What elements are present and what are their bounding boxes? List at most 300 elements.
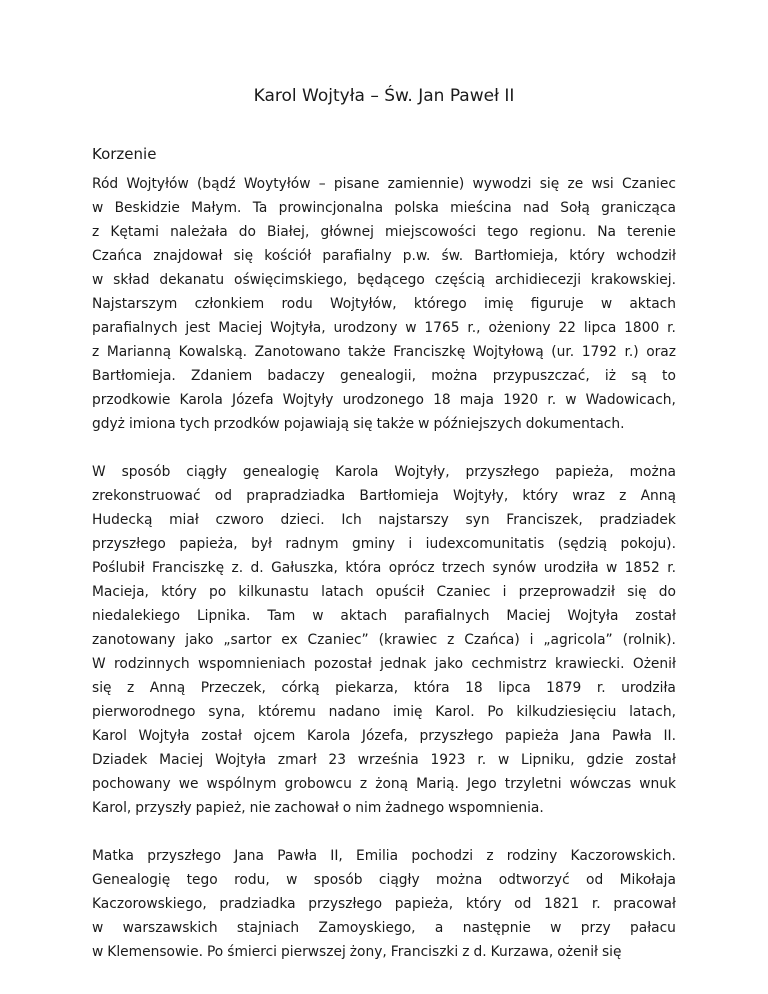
word: 1923 <box>430 752 466 768</box>
word: Wojtyły <box>282 392 334 408</box>
word: żony, <box>349 944 387 960</box>
word: zmarł <box>277 752 317 768</box>
word: r. <box>667 560 676 576</box>
word: się <box>601 944 622 960</box>
word: Wadowicach, <box>585 392 676 408</box>
word: rodzinnych <box>114 656 190 672</box>
word: wraz <box>572 488 605 504</box>
word: Pawła <box>277 848 318 864</box>
text-line <box>92 172 676 196</box>
word: skład <box>113 272 150 288</box>
word: r. <box>477 752 487 768</box>
word: i <box>502 584 507 600</box>
text-line <box>92 196 676 220</box>
word: przeprowadził <box>518 584 615 600</box>
word: (rolnik). <box>622 632 676 648</box>
word: ciągły <box>186 464 227 480</box>
word: Po <box>487 704 504 720</box>
word: w <box>312 608 324 624</box>
word: p.w. <box>402 248 431 264</box>
word: przyszłego <box>465 464 540 480</box>
word: papieża, <box>179 536 238 552</box>
word: d. <box>250 560 264 576</box>
word: polska <box>394 200 439 216</box>
word: i <box>529 632 534 648</box>
word: Anną <box>640 488 676 504</box>
text-line <box>92 388 676 412</box>
word: 1765 <box>424 320 460 336</box>
word: krakowskiej. <box>590 272 676 288</box>
word: urodzony <box>333 320 398 336</box>
word: po <box>209 584 227 600</box>
word: można <box>629 464 676 480</box>
word: r. <box>547 392 557 408</box>
word: wówczas <box>569 776 632 792</box>
word: miał <box>169 512 199 528</box>
word: Zanotowano <box>254 344 341 360</box>
word: Gałuszka, <box>271 560 338 576</box>
word: – <box>318 176 326 192</box>
word: 1920 <box>503 392 539 408</box>
word: Klemensowie. <box>107 944 203 960</box>
word: Po <box>206 944 224 960</box>
word: II. <box>663 728 676 744</box>
word: lipca <box>498 680 531 696</box>
word: wspólnym <box>206 776 277 792</box>
word: Ta <box>252 200 268 216</box>
word: która <box>345 560 382 576</box>
text-line <box>92 484 676 508</box>
word: z <box>92 224 100 240</box>
word: w <box>418 416 430 432</box>
word: a <box>434 920 444 936</box>
text-line <box>92 652 676 676</box>
word: żoną <box>375 776 409 792</box>
word: Maciej <box>218 320 263 336</box>
word: (sędzią <box>557 536 608 552</box>
word: ożenił <box>557 944 598 960</box>
word: przyszły <box>135 800 192 816</box>
word: cechmistrz <box>471 656 547 672</box>
word: 22 <box>558 320 576 336</box>
word: 18 <box>433 392 451 408</box>
word: tego <box>186 872 218 888</box>
word: Karol <box>92 728 127 744</box>
word: Karola <box>179 392 223 408</box>
word: Beskidzie <box>114 200 180 216</box>
word: częścią <box>434 272 486 288</box>
word: przy <box>580 920 611 936</box>
word: do <box>658 584 676 600</box>
word: Karol, <box>92 800 132 816</box>
word: można <box>431 368 478 384</box>
word: r. <box>596 680 606 696</box>
word: Karola <box>335 464 379 480</box>
word: zanotowany <box>92 632 176 648</box>
word: pisane <box>333 176 380 192</box>
word: urodziła <box>543 560 599 576</box>
word: ciągły <box>378 872 420 888</box>
word: oświęcimskiego, <box>234 272 348 288</box>
word: który <box>569 248 605 264</box>
word: kościół <box>264 248 312 264</box>
word: Wojtyła <box>138 728 190 744</box>
word: 23 <box>328 752 346 768</box>
word: Woytyłów <box>243 176 311 192</box>
word: został <box>635 752 676 768</box>
text-line <box>92 604 676 628</box>
word: września <box>357 752 419 768</box>
word: nadano <box>328 704 381 720</box>
text-line <box>92 460 676 484</box>
word: dokumentach. <box>525 416 625 432</box>
word: prowincjonalna <box>278 200 384 216</box>
word: jednak <box>380 656 427 672</box>
word: Kowalską. <box>178 344 248 360</box>
word: Karola <box>306 728 351 744</box>
word: Jana <box>234 848 265 864</box>
word: z <box>127 680 135 696</box>
section-heading: Korzenie <box>92 145 157 163</box>
word: został <box>635 608 676 624</box>
text-line <box>92 244 676 268</box>
word: dzieci. <box>280 512 325 528</box>
word: Anną <box>149 680 186 696</box>
word: Matka <box>92 848 134 864</box>
word: pierworodnego <box>92 704 196 720</box>
word: Lipnika. <box>197 608 251 624</box>
word: Franciszkę <box>151 560 225 576</box>
word: Kaczorowskich. <box>570 848 676 864</box>
word: zamiennie) <box>387 176 465 192</box>
word: sposób <box>121 464 171 480</box>
text-line <box>92 892 676 916</box>
word: we <box>178 776 199 792</box>
page-title: Karol Wojtyła – Św. Jan Paweł II <box>253 86 515 106</box>
word: papieża <box>505 728 560 744</box>
word: Franciszek, <box>506 512 583 528</box>
word: z <box>92 344 100 360</box>
word: Marią. <box>416 776 459 792</box>
word: Franciszki <box>390 944 459 960</box>
word: lipca <box>583 320 617 336</box>
text-line <box>92 844 676 868</box>
word: od <box>514 896 532 912</box>
word: regionu. <box>529 224 587 240</box>
word: Zdaniem <box>191 368 253 384</box>
word: którego <box>413 296 467 312</box>
word: który <box>465 896 502 912</box>
word: Genealogię <box>92 872 171 888</box>
word: to <box>662 368 676 384</box>
word: z <box>619 488 627 504</box>
paragraph-2 <box>92 460 676 820</box>
word: Jego <box>466 776 497 792</box>
word: W <box>92 464 106 480</box>
word: także <box>376 416 415 432</box>
word: 1879 <box>546 680 582 696</box>
word: 18 <box>465 680 483 696</box>
word: Wojtyły, <box>453 488 509 504</box>
word: o <box>342 800 352 816</box>
text-line <box>92 340 676 364</box>
word: czworo <box>215 512 264 528</box>
word: synów <box>492 560 537 576</box>
word: przodków <box>213 416 280 432</box>
word: przyszłego <box>308 896 383 912</box>
word: Józefa <box>232 392 274 408</box>
word: Tam <box>267 608 296 624</box>
word: opuścił <box>375 584 425 600</box>
word: głównej <box>320 224 374 240</box>
word: maja <box>459 392 494 408</box>
word: 1821 <box>544 896 580 912</box>
word: papież, <box>195 800 246 816</box>
word: Kaczorowskiego, <box>92 896 207 912</box>
word: Ród <box>92 176 119 192</box>
word: św. <box>441 248 464 264</box>
word: z <box>447 632 455 648</box>
word: która <box>413 680 450 696</box>
word: radnym <box>285 536 339 552</box>
word: iudexcomunitatis <box>425 536 545 552</box>
word: się <box>627 584 647 600</box>
word: pozostał <box>313 656 372 672</box>
word: tych <box>179 416 210 432</box>
word: parafialny <box>322 248 392 264</box>
word: jako <box>434 656 464 672</box>
word: odtworzyć <box>498 872 570 888</box>
text-line <box>92 772 676 796</box>
paragraph-3 <box>92 844 676 964</box>
word: trzyletni <box>504 776 562 792</box>
word: także <box>348 344 386 360</box>
word: się <box>92 680 112 696</box>
word: genealogii, <box>339 368 416 384</box>
word: Najstarszym <box>92 296 178 312</box>
text-line <box>92 676 676 700</box>
word: nim <box>355 800 382 816</box>
word: (ur. <box>551 344 575 360</box>
word: wchodził <box>616 248 676 264</box>
word: w <box>405 320 417 336</box>
word: Mikołaja <box>619 872 676 888</box>
text-line <box>92 580 676 604</box>
word: Czańca) <box>464 632 520 648</box>
word: ojcem <box>253 728 296 744</box>
word: syna, <box>208 704 246 720</box>
word: Maciej <box>506 608 551 624</box>
word: grobowcu <box>284 776 352 792</box>
word: trzech <box>441 560 486 576</box>
word: Maciej <box>159 752 204 768</box>
word: w <box>286 872 298 888</box>
word: zrekonstruować <box>92 488 201 504</box>
word: Karol. <box>435 704 475 720</box>
word: Na <box>597 224 616 240</box>
word: Hudecką <box>92 512 153 528</box>
word: został <box>201 728 242 744</box>
word: imię <box>392 704 423 720</box>
word: nie <box>249 800 271 816</box>
word: pradziadka <box>219 896 296 912</box>
word: krawiecki. <box>554 656 625 672</box>
word: należała <box>170 224 228 240</box>
text-line <box>92 412 676 436</box>
word: oprócz <box>388 560 435 576</box>
text-line <box>92 364 676 388</box>
word: Wojtyła, <box>270 320 326 336</box>
word: się <box>233 248 254 264</box>
word: „agricola” <box>543 632 613 648</box>
word: Józefa, <box>361 728 408 744</box>
word: 1852 <box>624 560 660 576</box>
word: wnuk <box>639 776 676 792</box>
word: rodziny <box>506 848 558 864</box>
word: w <box>92 920 104 936</box>
text-line <box>92 796 676 820</box>
word: Wojtyłów <box>126 176 189 192</box>
word: r.) <box>624 344 639 360</box>
word: Dziadek <box>92 752 148 768</box>
word: członkiem <box>194 296 265 312</box>
word: ex <box>281 632 298 648</box>
word: Ożenił <box>632 656 676 672</box>
word: Bartłomieja. <box>92 368 176 384</box>
word: od <box>586 872 604 888</box>
word: „sartor <box>223 632 272 648</box>
word: oraz <box>646 344 676 360</box>
word: zachował <box>274 800 339 816</box>
word: ze <box>567 176 584 192</box>
word: piekarza, <box>335 680 399 696</box>
word: 1800 <box>624 320 660 336</box>
text-line <box>92 724 676 748</box>
word: w <box>92 944 104 960</box>
text-line <box>92 940 676 964</box>
text-line <box>92 916 676 940</box>
word: w <box>92 272 104 288</box>
word: jako <box>185 632 214 648</box>
word: gdzie <box>586 752 624 768</box>
word: genealogię <box>242 464 320 480</box>
word: Kurzawa, <box>490 944 554 960</box>
word: Pawła <box>612 728 652 744</box>
word: z <box>462 944 470 960</box>
text-line <box>92 292 676 316</box>
word: warszawskich <box>122 920 218 936</box>
word: r., <box>467 320 481 336</box>
word: Ich <box>341 512 362 528</box>
word: z <box>359 776 368 792</box>
word: granicząca <box>601 200 676 216</box>
word: W <box>92 656 106 672</box>
word: archidiecezji <box>494 272 582 288</box>
word: gdyż <box>92 416 125 432</box>
word: znajdował <box>153 248 223 264</box>
word: terenie <box>627 224 676 240</box>
word: pradziadek <box>599 512 676 528</box>
word: aktach <box>629 296 676 312</box>
text-line <box>92 220 676 244</box>
word: przodkowie <box>92 392 171 408</box>
word: pojawiają <box>283 416 350 432</box>
word: dekanatu <box>159 272 225 288</box>
word: Emilia <box>355 848 399 864</box>
word: rodu, <box>234 872 270 888</box>
word: Wojtyłów, <box>329 296 397 312</box>
word: Sołą <box>560 200 590 216</box>
word: żadnego <box>385 800 445 816</box>
word: Białej, <box>266 224 310 240</box>
word: i <box>408 536 413 552</box>
word: Jana <box>570 728 601 744</box>
word: córką <box>281 680 320 696</box>
word: parafialnych <box>92 320 178 336</box>
word: Kętami <box>110 224 159 240</box>
word: rodu <box>281 296 313 312</box>
word: Bartłomieja <box>359 488 439 504</box>
text-line <box>92 628 676 652</box>
word: będącego <box>357 272 425 288</box>
word: imię <box>483 296 514 312</box>
word: latach, <box>629 704 676 720</box>
word: wspomnieniach <box>198 656 306 672</box>
word: miejscowości <box>384 224 477 240</box>
word: Wojtyła <box>567 608 619 624</box>
word: stajniach <box>236 920 300 936</box>
word: można <box>436 872 483 888</box>
word: w <box>550 920 562 936</box>
word: który <box>522 488 559 504</box>
word: śmierci <box>227 944 277 960</box>
text-line <box>92 316 676 340</box>
word: Wojtyłową <box>472 344 544 360</box>
word: badaczy <box>267 368 325 384</box>
text-line <box>92 700 676 724</box>
word: do <box>238 224 256 240</box>
word: Czaniec <box>621 176 676 192</box>
word: się <box>539 176 560 192</box>
word: aktach <box>340 608 388 624</box>
word: Wojtyły, <box>394 464 450 480</box>
word: pochodzi <box>411 848 474 864</box>
word: w <box>605 560 618 576</box>
word: z <box>486 848 494 864</box>
word: prapradziadka <box>246 488 346 504</box>
word: następnie <box>462 920 531 936</box>
word: parafialnych <box>403 608 490 624</box>
word: kilkunastu <box>238 584 309 600</box>
word: gminy <box>352 536 395 552</box>
word: Czaniec <box>436 584 491 600</box>
word: z. <box>231 560 244 576</box>
text-line <box>92 268 676 292</box>
text-line <box>92 748 676 772</box>
word: Franciszkę <box>393 344 466 360</box>
word: ożeniony <box>488 320 551 336</box>
word: urodziła <box>621 680 676 696</box>
word: (bądź <box>196 176 236 192</box>
word: najstarszy <box>378 512 449 528</box>
text-line <box>92 508 676 532</box>
word: urodzonego <box>342 392 424 408</box>
word: późniejszych <box>433 416 522 432</box>
word: w <box>497 752 510 768</box>
word: pochowany <box>92 776 171 792</box>
word: przyszłego <box>147 848 222 864</box>
word: tego <box>487 224 519 240</box>
